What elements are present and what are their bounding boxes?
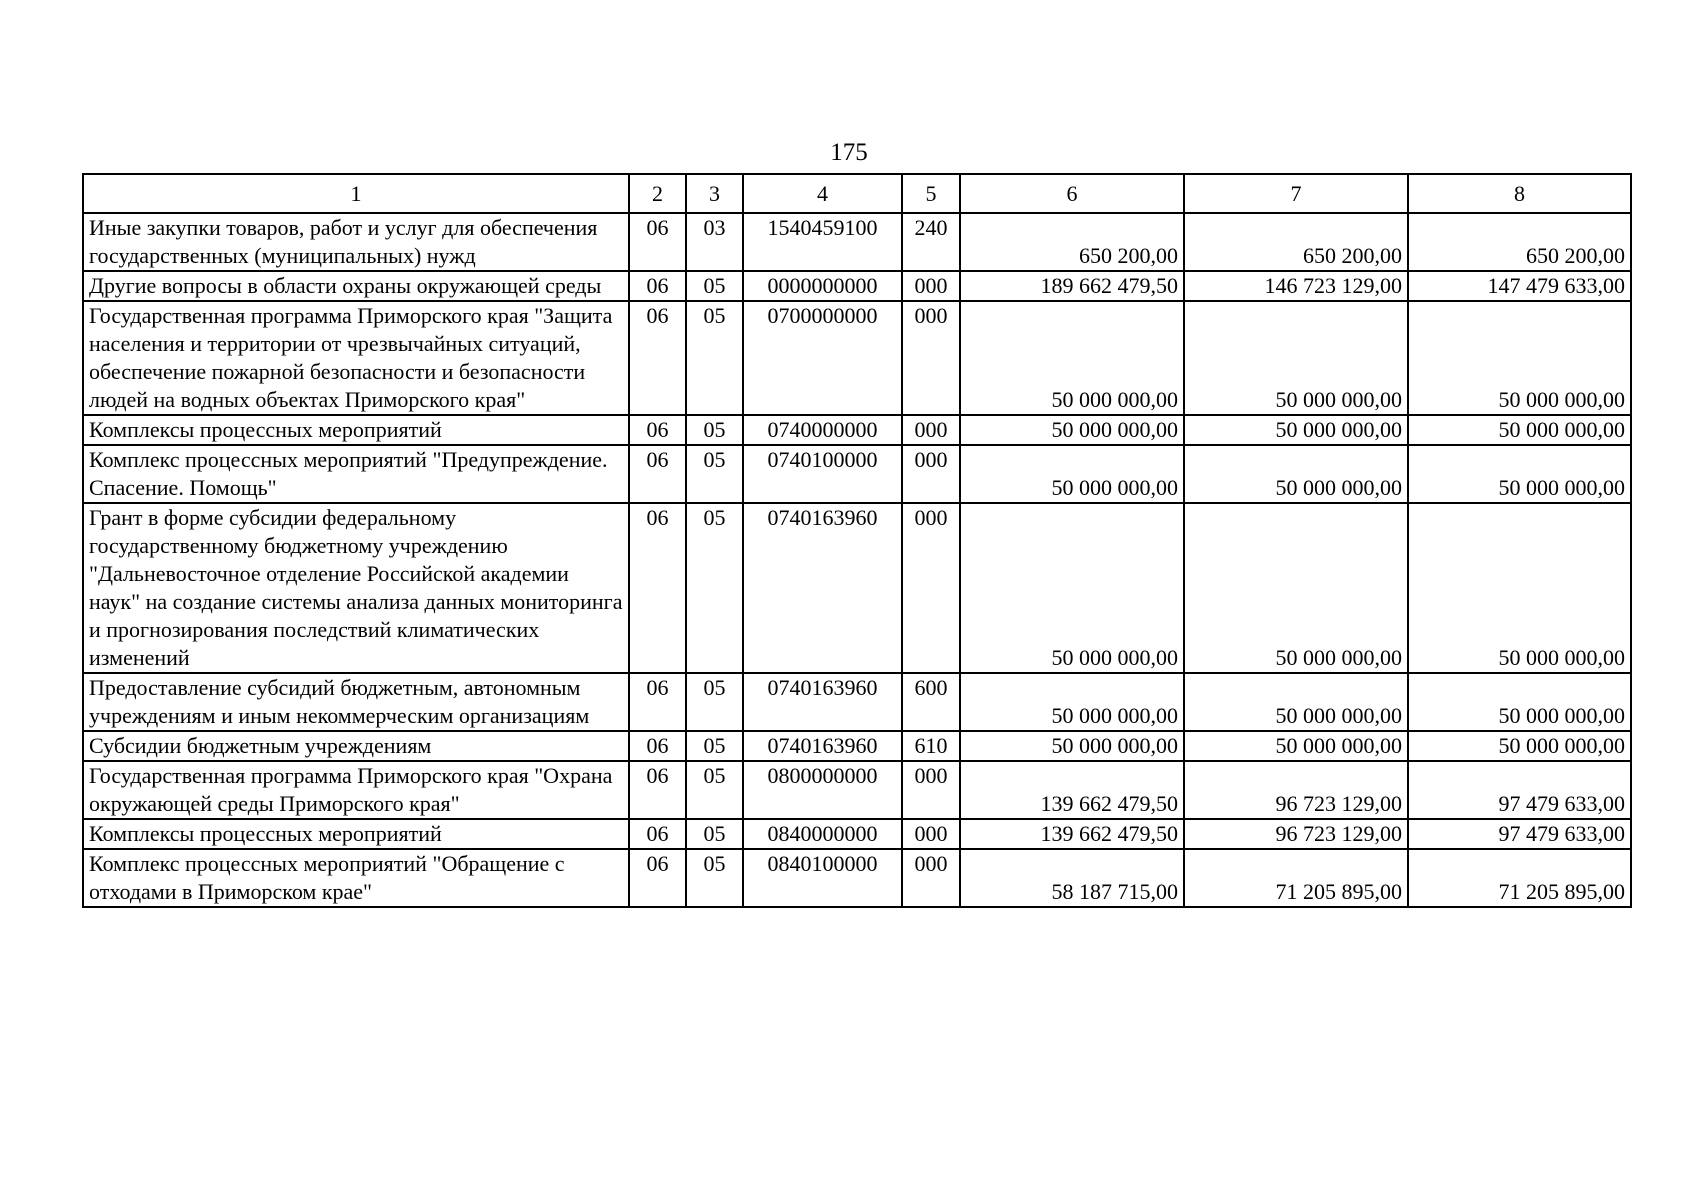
subsection-code: 05 xyxy=(686,673,743,731)
row-name: Комплексы процессных мероприятий xyxy=(83,819,629,849)
target-article-code: 0000000000 xyxy=(743,271,902,301)
budget-table xyxy=(82,173,1632,908)
section-code: 06 xyxy=(629,819,686,849)
table-row xyxy=(83,849,1631,907)
table-row xyxy=(83,673,1631,731)
row-name: Комплекс процессных мероприятий "Обращение с отходами в Приморском крае" xyxy=(83,849,629,907)
row-name: Комплексы процессных мероприятий xyxy=(83,415,629,445)
section-code: 06 xyxy=(629,731,686,761)
section-code: 06 xyxy=(629,673,686,731)
column-header: 7 xyxy=(1184,174,1408,213)
amount-col-8: 71 205 895,00 xyxy=(1408,849,1631,907)
table-row xyxy=(83,301,1631,415)
subsection-code: 03 xyxy=(686,213,743,271)
column-header: 8 xyxy=(1408,174,1631,213)
amount-col-8: 50 000 000,00 xyxy=(1408,301,1631,415)
row-name: Субсидии бюджетным учреждениям xyxy=(83,731,629,761)
row-name: Государственная программа Приморского края "Защита населения и территории от чрезвычайных ситуаций, обеспечение пожарной безопасности и безопасности людей на водных объектах Приморского края" xyxy=(83,301,629,415)
table-row xyxy=(83,819,1631,849)
column-header: 1 xyxy=(83,174,629,213)
subsection-code: 05 xyxy=(686,301,743,415)
amount-col-6: 50 000 000,00 xyxy=(960,415,1184,445)
amount-col-6: 50 000 000,00 xyxy=(960,731,1184,761)
expense-type-code: 000 xyxy=(902,819,960,849)
expense-type-code: 000 xyxy=(902,849,960,907)
subsection-code: 05 xyxy=(686,819,743,849)
amount-col-8: 50 000 000,00 xyxy=(1408,445,1631,503)
table-row xyxy=(83,415,1631,445)
amount-col-8: 650 200,00 xyxy=(1408,213,1631,271)
amount-col-8: 50 000 000,00 xyxy=(1408,415,1631,445)
subsection-code: 05 xyxy=(686,415,743,445)
subsection-code: 05 xyxy=(686,503,743,673)
amount-col-7: 50 000 000,00 xyxy=(1184,503,1408,673)
table-row xyxy=(83,731,1631,761)
column-header: 3 xyxy=(686,174,743,213)
expense-type-code: 000 xyxy=(902,301,960,415)
column-header: 2 xyxy=(629,174,686,213)
amount-col-6: 139 662 479,50 xyxy=(960,819,1184,849)
table-row xyxy=(83,213,1631,271)
section-code: 06 xyxy=(629,301,686,415)
amount-col-7: 50 000 000,00 xyxy=(1184,673,1408,731)
target-article-code: 0740100000 xyxy=(743,445,902,503)
page-number: 175 xyxy=(830,139,868,166)
amount-col-6: 189 662 479,50 xyxy=(960,271,1184,301)
subsection-code: 05 xyxy=(686,849,743,907)
amount-col-7: 50 000 000,00 xyxy=(1184,445,1408,503)
target-article-code: 0840100000 xyxy=(743,849,902,907)
target-article-code: 0740163960 xyxy=(743,503,902,673)
amount-col-6: 50 000 000,00 xyxy=(960,445,1184,503)
amount-col-7: 50 000 000,00 xyxy=(1184,731,1408,761)
expense-type-code: 000 xyxy=(902,271,960,301)
row-name: Иные закупки товаров, работ и услуг для обеспечения государственных (муниципальных) нужд xyxy=(83,213,629,271)
table-row xyxy=(83,271,1631,301)
expense-type-code: 000 xyxy=(902,445,960,503)
section-code: 06 xyxy=(629,503,686,673)
amount-col-6: 139 662 479,50 xyxy=(960,761,1184,819)
section-code: 06 xyxy=(629,213,686,271)
subsection-code: 05 xyxy=(686,271,743,301)
target-article-code: 0840000000 xyxy=(743,819,902,849)
row-name: Грант в форме субсидии федеральному государственному бюджетному учреждению "Дальневосточное отделение Российской академии наук" на создание системы анализа данных мониторинга и прогнозирования последствий климатических изменений xyxy=(83,503,629,673)
subsection-code: 05 xyxy=(686,731,743,761)
target-article-code: 0740163960 xyxy=(743,673,902,731)
section-code: 06 xyxy=(629,271,686,301)
row-name: Комплекс процессных мероприятий "Предупреждение. Спасение. Помощь" xyxy=(83,445,629,503)
amount-col-8: 97 479 633,00 xyxy=(1408,819,1631,849)
target-article-code: 0740163960 xyxy=(743,731,902,761)
target-article-code: 0700000000 xyxy=(743,301,902,415)
amount-col-6: 650 200,00 xyxy=(960,213,1184,271)
target-article-code: 0800000000 xyxy=(743,761,902,819)
amount-col-8: 147 479 633,00 xyxy=(1408,271,1631,301)
amount-col-8: 50 000 000,00 xyxy=(1408,503,1631,673)
table-row xyxy=(83,445,1631,503)
table-header-row xyxy=(83,174,1631,213)
row-name: Предоставление субсидий бюджетным, автономным учреждениям и иным некоммерческим организациям xyxy=(83,673,629,731)
row-name: Государственная программа Приморского края "Охрана окружающей среды Приморского края" xyxy=(83,761,629,819)
expense-type-code: 000 xyxy=(902,415,960,445)
target-article-code: 1540459100 xyxy=(743,213,902,271)
target-article-code: 0740000000 xyxy=(743,415,902,445)
amount-col-6: 58 187 715,00 xyxy=(960,849,1184,907)
column-header: 6 xyxy=(960,174,1184,213)
amount-col-7: 50 000 000,00 xyxy=(1184,415,1408,445)
amount-col-7: 71 205 895,00 xyxy=(1184,849,1408,907)
expense-type-code: 600 xyxy=(902,673,960,731)
amount-col-8: 50 000 000,00 xyxy=(1408,673,1631,731)
amount-col-7: 96 723 129,00 xyxy=(1184,819,1408,849)
amount-col-7: 50 000 000,00 xyxy=(1184,301,1408,415)
expense-type-code: 000 xyxy=(902,503,960,673)
amount-col-8: 50 000 000,00 xyxy=(1408,731,1631,761)
expense-type-code: 240 xyxy=(902,213,960,271)
expense-type-code: 000 xyxy=(902,761,960,819)
column-header: 5 xyxy=(902,174,960,213)
section-code: 06 xyxy=(629,849,686,907)
subsection-code: 05 xyxy=(686,761,743,819)
amount-col-8: 97 479 633,00 xyxy=(1408,761,1631,819)
section-code: 06 xyxy=(629,415,686,445)
amount-col-6: 50 000 000,00 xyxy=(960,301,1184,415)
amount-col-7: 650 200,00 xyxy=(1184,213,1408,271)
amount-col-6: 50 000 000,00 xyxy=(960,673,1184,731)
table-row xyxy=(83,503,1631,673)
section-code: 06 xyxy=(629,761,686,819)
section-code: 06 xyxy=(629,445,686,503)
expense-type-code: 610 xyxy=(902,731,960,761)
table-row xyxy=(83,761,1631,819)
amount-col-7: 146 723 129,00 xyxy=(1184,271,1408,301)
row-name: Другие вопросы в области охраны окружающей среды xyxy=(83,271,629,301)
subsection-code: 05 xyxy=(686,445,743,503)
amount-col-7: 96 723 129,00 xyxy=(1184,761,1408,819)
amount-col-6: 50 000 000,00 xyxy=(960,503,1184,673)
column-header: 4 xyxy=(743,174,902,213)
